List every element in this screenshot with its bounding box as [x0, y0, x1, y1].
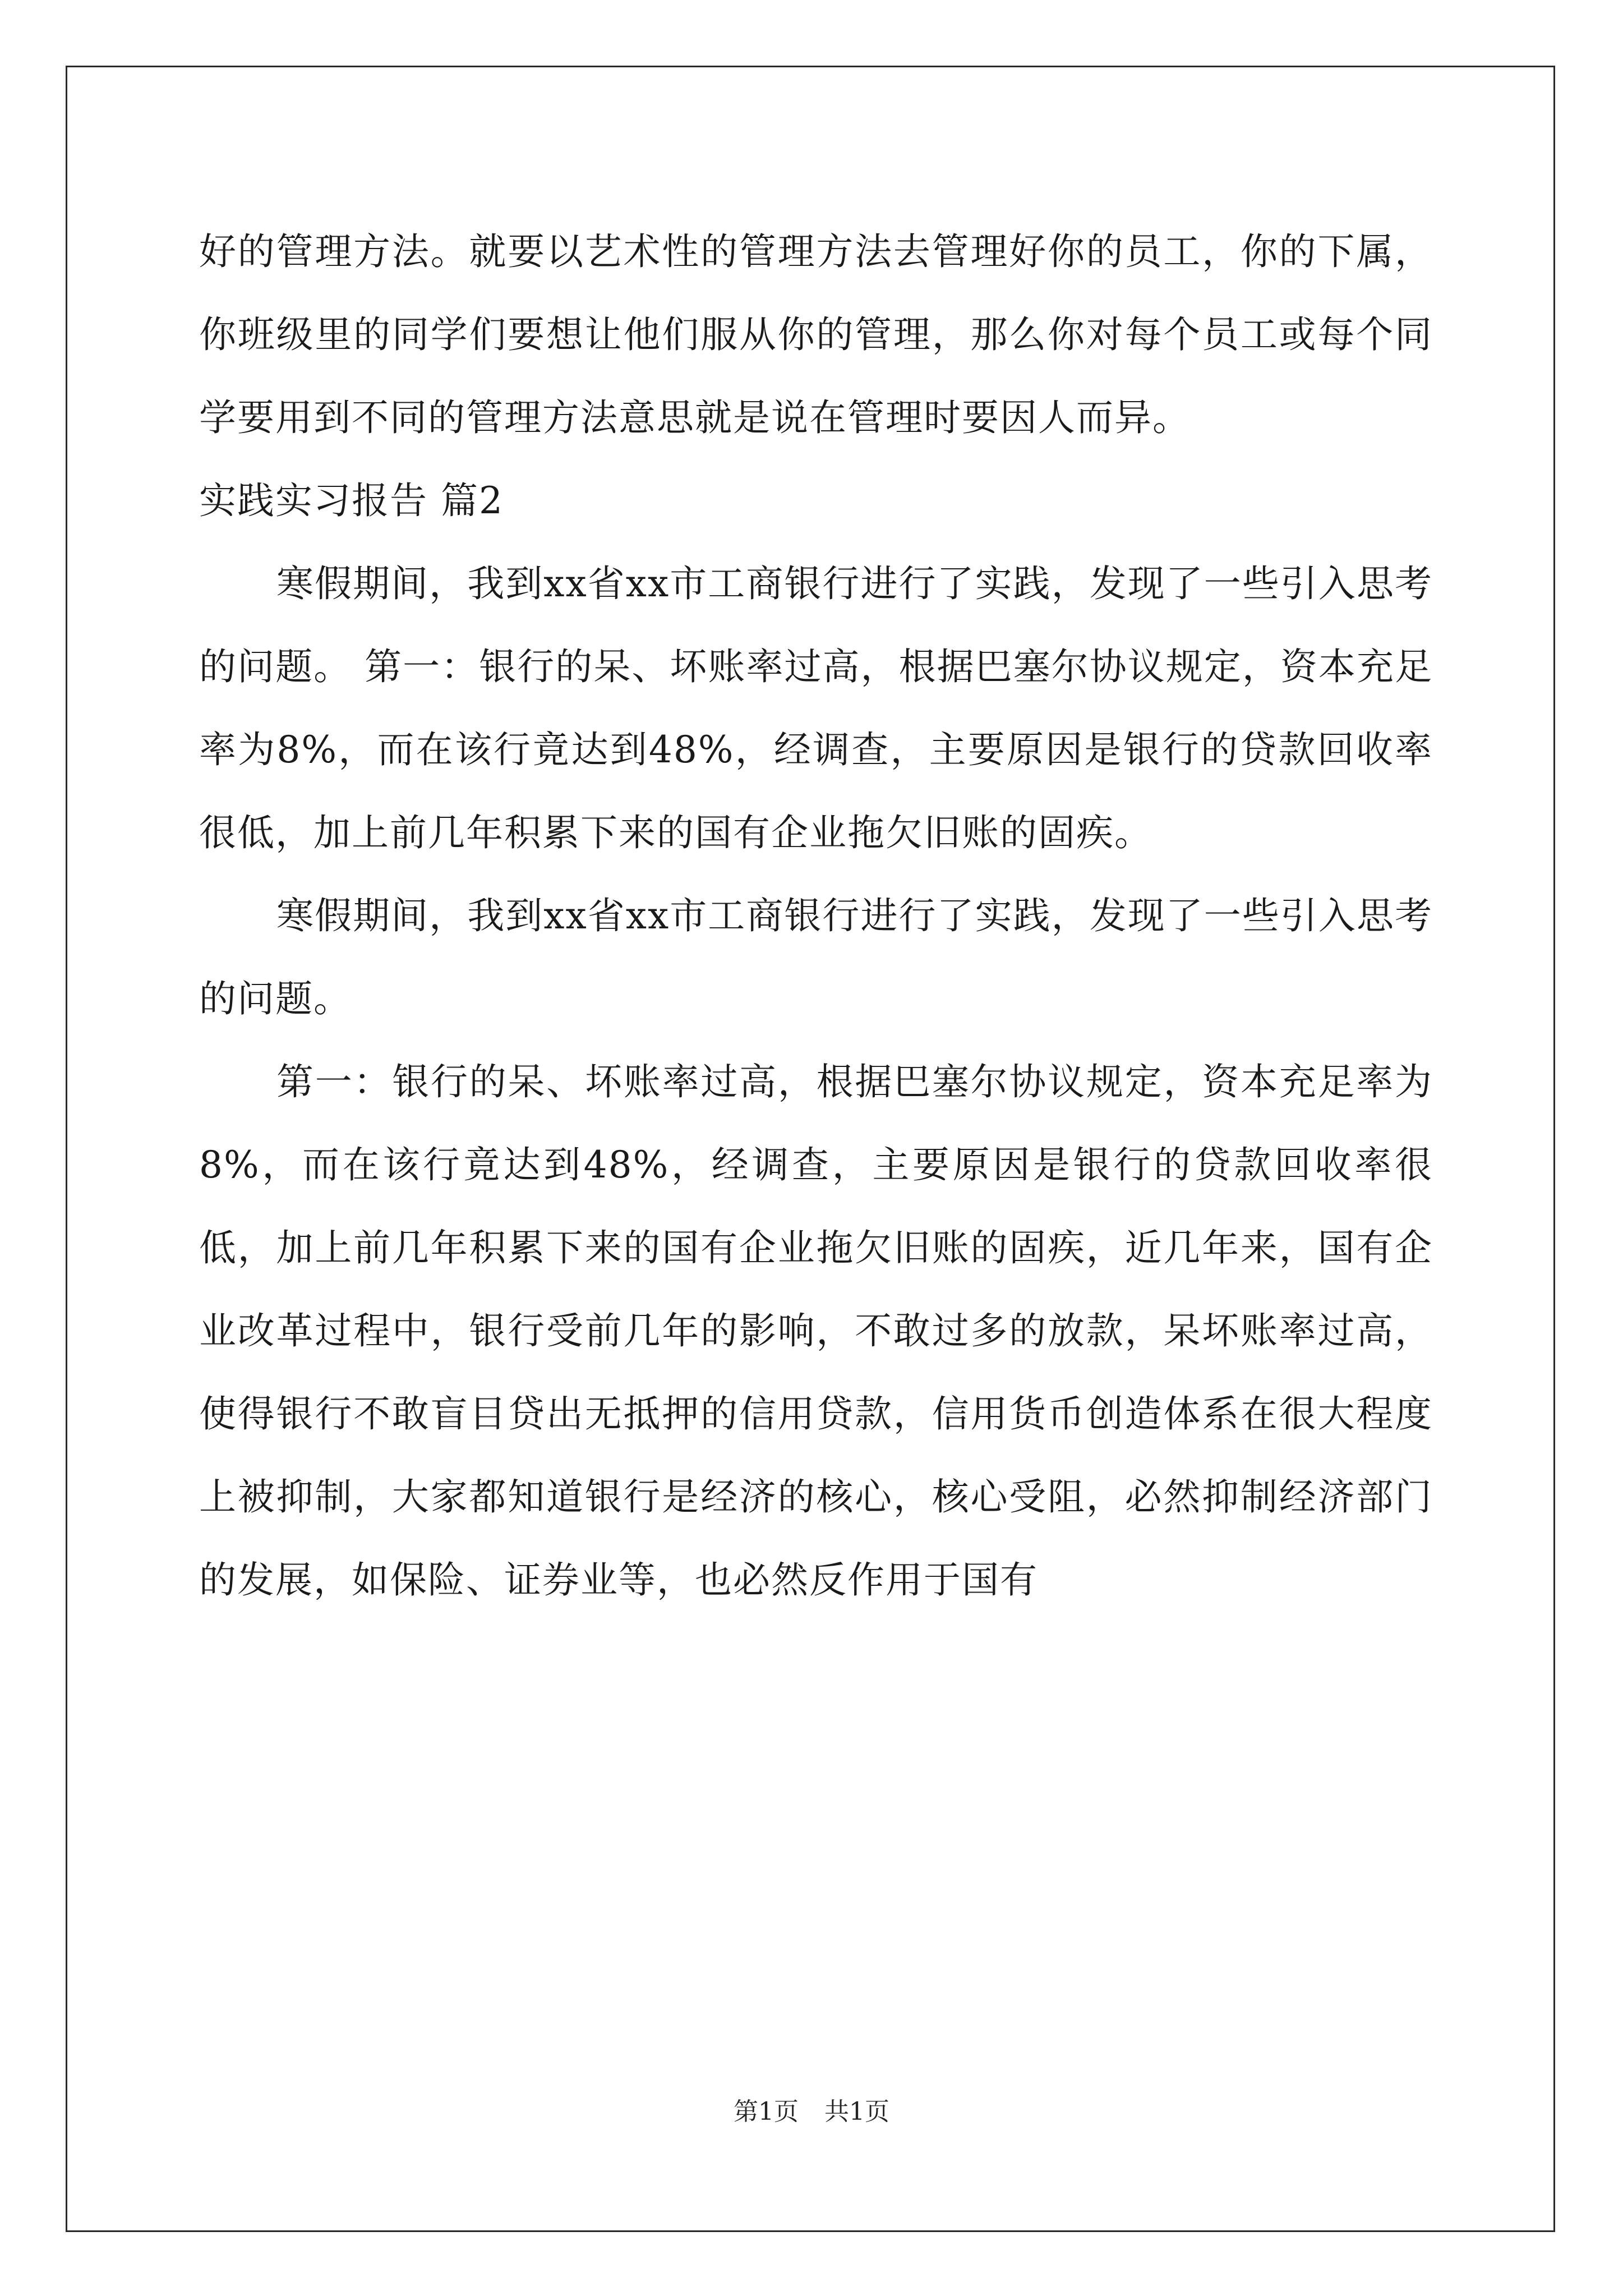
document-body	[199, 210, 1433, 1622]
paragraph: 第一：银行的呆、坏账率过高，根据巴塞尔协议规定，资本充足率为8%，而在该行竟达到48%，经调查，主要原因是银行的贷款回收率很低，加上前几年积累下来的国有企业拖欠旧账的固疾，近几年来，国有企业改革过程中，银行受前几年的影响，不敢过多的放款，呆坏账率过高，使得银行不敢盲目贷出无抵押的信用贷款，信用货币创造体系在很大程度上被抑制，大家都知道银行是经济的核心，核心受阻，必然抑制经济部门的发展，如保险、证券业等，也必然反作用于国有	[199, 1060, 1433, 1602]
section-heading: 实践实习报告 篇2	[199, 479, 504, 522]
paragraph-continuation: 好的管理方法。就要以艺术性的管理方法去管理好你的员工，你的下属，你班级里的同学们要想让他们服从你的管理，那么你对每个员工或每个同学要用到不同的管理方法意思就是说在管理时要因人而异。	[199, 230, 1433, 439]
paragraph: 寒假期间，我到xx省xx市工商银行进行了实践，发现了一些引入思考的问题。 第一：银行的呆、坏账率过高，根据巴塞尔协议规定，资本充足率为8%，而在该行竟达到48%，经调查，主要原因是银行的贷款回收率很低，加上前几年积累下来的国有企业拖欠旧账的固疾。	[199, 562, 1433, 854]
page-number-total: 共1页	[824, 2097, 889, 2126]
page-footer	[0, 2095, 1623, 2129]
page-number-current: 第1页	[734, 2097, 799, 2126]
paragraph: 寒假期间，我到xx省xx市工商银行进行了实践，发现了一些引入思考的问题。	[199, 894, 1433, 1020]
